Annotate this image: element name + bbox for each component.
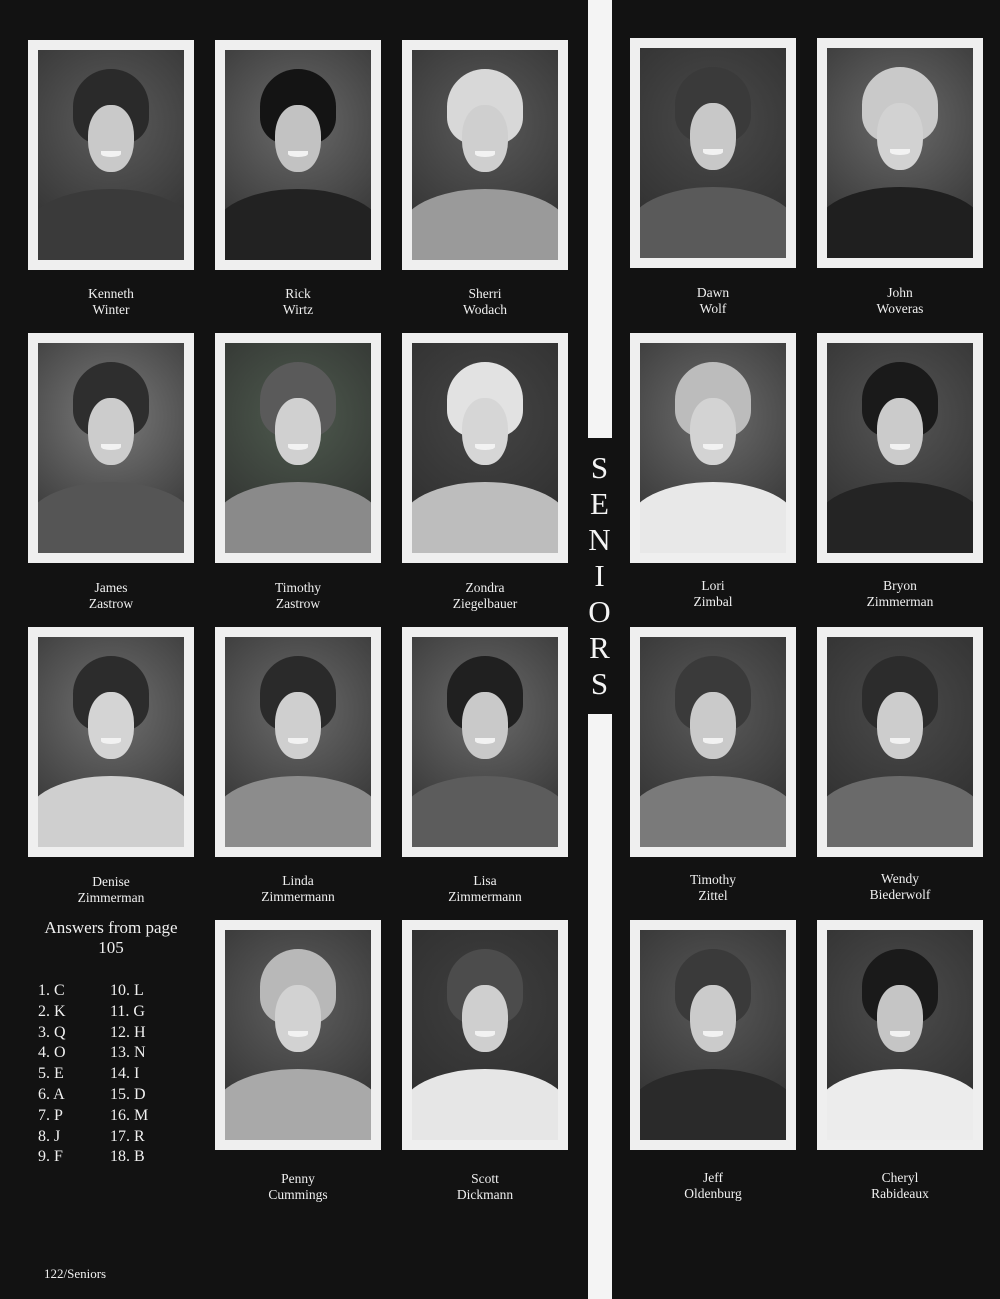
senior-name-caption: [215, 580, 381, 612]
senior-first-name: Wendy: [881, 871, 919, 886]
senior-last-name: Zastrow: [275, 596, 321, 611]
answer-item: 13. N: [110, 1044, 146, 1062]
senior-portrait: [28, 333, 194, 563]
senior-last-name: Rabideaux: [871, 1186, 929, 1201]
answer-item: 15. D: [110, 1086, 146, 1103]
answers-heading-line1: Answers from page: [44, 918, 178, 937]
section-title-letter: I: [594, 558, 606, 593]
senior-last-name: Zimmerman: [77, 890, 145, 905]
senior-name-caption: [402, 1171, 568, 1203]
senior-first-name: Penny: [281, 1171, 315, 1186]
senior-name-caption: [817, 871, 983, 903]
answer-item: 2. K: [38, 1002, 66, 1020]
section-title-letter: S: [590, 450, 610, 485]
senior-name-caption: [630, 1170, 796, 1202]
answer-item: 8. J: [38, 1127, 61, 1145]
answer-item: 9. F: [38, 1148, 63, 1166]
senior-name-caption: [817, 285, 983, 317]
senior-first-name: Rick: [285, 286, 311, 301]
senior-last-name: Woveras: [876, 301, 924, 316]
senior-name-caption: [817, 1170, 983, 1202]
senior-last-name: Oldenburg: [684, 1186, 742, 1201]
senior-first-name: Linda: [282, 873, 314, 888]
senior-last-name: Zastrow: [88, 596, 134, 611]
portrait-image: [38, 343, 184, 553]
center-divider-top: [588, 0, 612, 438]
portrait-image: [412, 930, 558, 1140]
senior-name-caption: [630, 578, 796, 610]
senior-portrait: [215, 627, 381, 857]
portrait-image: [225, 343, 371, 553]
answer-item: 16. M: [110, 1106, 149, 1124]
answer-item: 4. O: [38, 1044, 66, 1062]
portrait-image: [412, 50, 558, 260]
answer-item: 6. A: [38, 1086, 65, 1103]
answer-item: 17. R: [110, 1127, 145, 1145]
answer-item: 12. H: [110, 1023, 146, 1041]
senior-last-name: Zimmerman: [866, 594, 934, 609]
senior-portrait: [630, 38, 796, 268]
portrait-image: [640, 637, 786, 847]
senior-first-name: Jeff: [703, 1170, 723, 1185]
section-title-letter: R: [589, 630, 611, 665]
senior-name-caption: [402, 580, 568, 612]
portrait-image: [225, 637, 371, 847]
senior-portrait: [215, 40, 381, 270]
senior-last-name: Biederwolf: [869, 887, 931, 902]
section-title-letter: E: [590, 486, 610, 521]
portrait-image: [640, 930, 786, 1140]
senior-portrait: [817, 38, 983, 268]
senior-name-caption: [28, 874, 194, 906]
senior-portrait: [402, 333, 568, 563]
senior-last-name: Cummings: [268, 1187, 328, 1202]
answers-heading: [28, 918, 194, 958]
senior-portrait: [630, 333, 796, 563]
senior-portrait: [817, 627, 983, 857]
senior-first-name: Cheryl: [881, 1170, 919, 1185]
answer-item: 11. G: [110, 1002, 145, 1020]
senior-name-caption: [215, 1171, 381, 1203]
senior-portrait: [817, 333, 983, 563]
portrait-image: [640, 48, 786, 258]
senior-last-name: Ziegelbauer: [452, 596, 518, 611]
senior-first-name: James: [94, 580, 128, 595]
section-title: [580, 450, 620, 702]
senior-portrait: [402, 920, 568, 1150]
senior-first-name: Lisa: [473, 873, 497, 888]
senior-last-name: Zittel: [698, 888, 728, 903]
answer-item: 5. E: [38, 1065, 64, 1083]
senior-first-name: Timothy: [274, 580, 322, 595]
senior-last-name: Wolf: [699, 301, 727, 316]
center-divider-bottom: [588, 714, 612, 1299]
answer-item: 10. L: [110, 982, 144, 999]
senior-name-caption: [215, 873, 381, 905]
section-title-letter: N: [588, 522, 612, 557]
portrait-image: [412, 637, 558, 847]
senior-portrait: [28, 627, 194, 857]
section-title-letter: O: [588, 594, 612, 629]
answer-item: 7. P: [38, 1106, 63, 1124]
senior-name-caption: [817, 578, 983, 610]
senior-last-name: Zimmermann: [448, 889, 522, 904]
senior-first-name: Zondra: [465, 580, 505, 595]
portrait-image: [225, 930, 371, 1140]
senior-name-caption: [28, 580, 194, 612]
portrait-image: [827, 343, 973, 553]
senior-portrait: [630, 627, 796, 857]
answer-item: 14. I: [110, 1065, 140, 1083]
senior-portrait: [630, 920, 796, 1150]
senior-first-name: Lori: [701, 578, 725, 593]
portrait-image: [827, 930, 973, 1140]
portrait-image: [225, 50, 371, 260]
senior-portrait: [215, 920, 381, 1150]
answers-heading-line2: 105: [98, 938, 124, 957]
portrait-image: [412, 343, 558, 553]
senior-portrait: [215, 333, 381, 563]
senior-last-name: Winter: [92, 302, 130, 317]
senior-name-caption: [402, 286, 568, 318]
senior-name-caption: [215, 286, 381, 318]
page-footer: 122/Seniors: [44, 1266, 107, 1281]
senior-first-name: John: [887, 285, 913, 300]
portrait-image: [38, 50, 184, 260]
senior-first-name: Dawn: [696, 285, 730, 300]
answer-item: 18. B: [110, 1148, 145, 1166]
senior-last-name: Zimmermann: [261, 889, 335, 904]
senior-first-name: Denise: [92, 874, 130, 889]
senior-name-caption: [402, 873, 568, 905]
senior-first-name: Bryon: [883, 578, 917, 593]
senior-name-caption: [630, 285, 796, 317]
portrait-image: [38, 637, 184, 847]
senior-first-name: Scott: [471, 1171, 499, 1186]
senior-last-name: Dickmann: [456, 1187, 514, 1202]
senior-portrait: [28, 40, 194, 270]
senior-first-name: Sherri: [468, 286, 502, 301]
senior-first-name: Kenneth: [88, 286, 134, 301]
portrait-image: [640, 343, 786, 553]
answer-item: 3. Q: [38, 1023, 66, 1041]
senior-portrait: [402, 40, 568, 270]
senior-name-caption: [630, 872, 796, 904]
senior-name-caption: [28, 286, 194, 318]
senior-last-name: Zimbal: [693, 594, 733, 609]
portrait-image: [827, 48, 973, 258]
senior-first-name: Timothy: [689, 872, 737, 887]
section-title-letter: S: [590, 666, 610, 701]
senior-portrait: [817, 920, 983, 1150]
portrait-image: [827, 637, 973, 847]
senior-last-name: Wirtz: [282, 302, 314, 317]
senior-last-name: Wodach: [463, 302, 507, 317]
senior-portrait: [402, 627, 568, 857]
answer-item: 1. C: [38, 982, 65, 999]
